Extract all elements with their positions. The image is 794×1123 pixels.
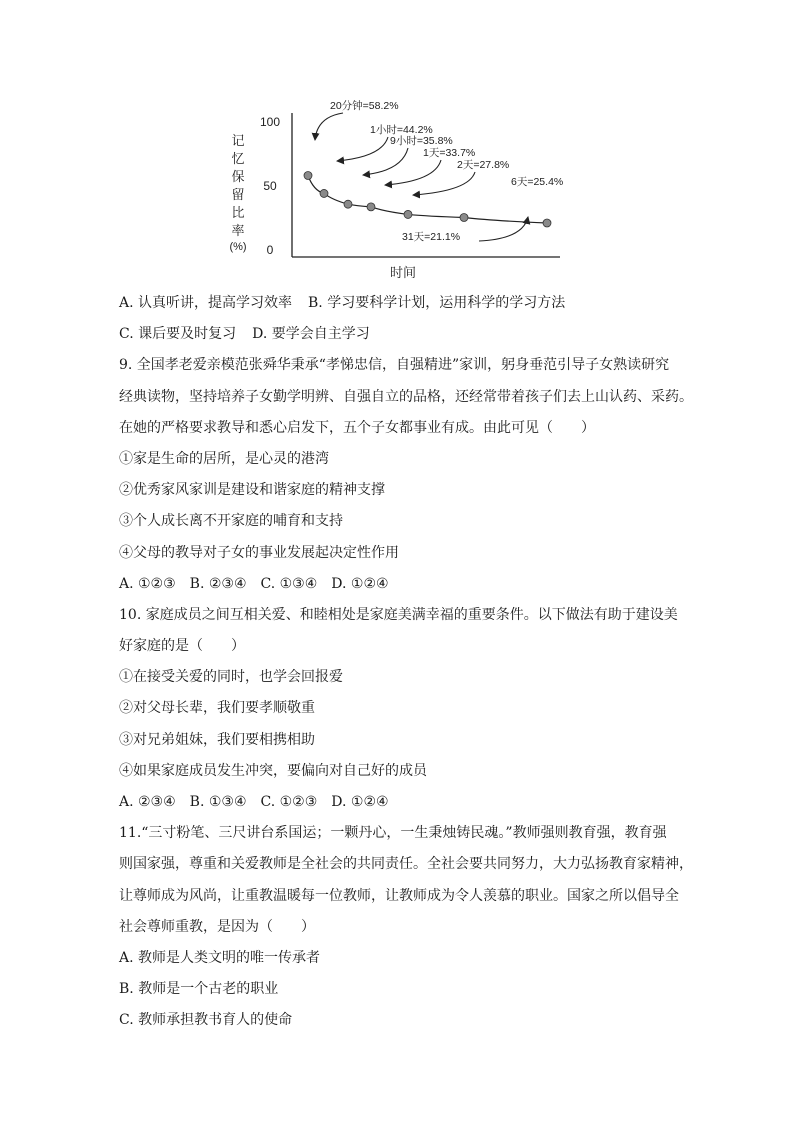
data-point	[460, 213, 468, 221]
q10-option-d[interactable]: D. ①②④	[331, 794, 389, 810]
y-tick-labels	[260, 115, 280, 257]
q10-item: ③对兄弟姐妹，我们要相携相助	[119, 731, 315, 748]
y-label-char: 率	[231, 223, 245, 238]
q11-option-b[interactable]: B. 教师是一个古老的职业	[119, 981, 279, 998]
q9-item: ②优秀家风家训是建设和谐家庭的精神支撑	[119, 482, 385, 499]
annotation-arrow	[385, 160, 441, 185]
data-label: 1小时=44.2%	[370, 124, 433, 136]
q9-item: ④父母的教导对子女的事业发展起决定性作用	[119, 544, 399, 561]
q8-options-row1	[119, 288, 679, 319]
y-tick-label: 0	[266, 243, 274, 257]
data-point	[304, 172, 312, 180]
annotation-arrow	[337, 137, 388, 161]
q10-stem-line: 10. 家庭成员之间互相关爱、和睦相处是家庭美满幸福的重要条件。以下做法有助于建设美	[119, 606, 678, 623]
q10-item: ①在接受关爱的同时，也学会回报爱	[119, 669, 343, 686]
annotation-arrow	[363, 148, 408, 175]
y-axis-label	[229, 133, 246, 253]
y-label-char: (%)	[229, 241, 247, 253]
q9-stem-line: 在她的严格要求教导和悉心启发下，五个子女都事业有成。由此可见（ ）	[119, 419, 595, 436]
data-point	[404, 210, 412, 218]
q9-option-c[interactable]: C. ①③④	[260, 575, 318, 592]
data-point	[344, 200, 352, 208]
q8-option-a[interactable]: A. 认真听讲，提高学习效率	[119, 295, 293, 311]
q9-item: ③个人成长离不开家庭的哺育和支持	[119, 513, 343, 530]
y-tick-label: 100	[259, 115, 281, 129]
y-label-char: 记	[231, 133, 245, 148]
data-label: 9小时=35.8%	[390, 135, 453, 147]
data-label: 1天=33.7%	[423, 147, 476, 159]
q10-option-c[interactable]: C. ①②③	[260, 794, 318, 810]
question-content	[119, 288, 693, 1037]
q10-option-b[interactable]: B. ①③④	[189, 794, 247, 810]
y-label-char: 留	[231, 187, 245, 202]
q11-option-c[interactable]: C. 教师承担教书育人的使命	[119, 1012, 293, 1029]
y-tick-label: 50	[263, 179, 277, 193]
q9-option-d[interactable]: D. ①②④	[331, 575, 389, 592]
q10-stem-line: 好家庭的是（ ）	[119, 638, 245, 655]
q10-options	[119, 787, 679, 818]
annotation-arrow	[413, 172, 475, 195]
q9-option-b[interactable]: B. ②③④	[189, 575, 247, 592]
data-label: 2天=27.8%	[457, 159, 510, 171]
y-label-char: 忆	[231, 151, 245, 166]
q9-option-a[interactable]: A. ①②③	[119, 575, 176, 592]
q9-stem-line: 经典读物，坚持培养子女勤学明辨、自强自立的品格，还经常带着孩子们去上山认药、采药。	[119, 388, 693, 405]
y-label-char: 比	[231, 205, 245, 220]
data-point	[367, 203, 375, 211]
q11-stem-line: 则国家强，尊重和关爱教师是全社会的共同责任。全社会要共同努力，大力弘扬教育家精神，	[119, 856, 693, 873]
y-label-char: 保	[231, 169, 245, 184]
data-label: 20分钟=58.2%	[330, 100, 399, 112]
q8-option-c[interactable]: C. 课后要及时复习	[119, 326, 237, 343]
data-label: 31天=21.1%	[402, 231, 461, 243]
data-label: 6天=25.4%	[511, 176, 564, 188]
data-point	[543, 219, 551, 227]
q11-stem-line: 让尊师成为风尚，让重教温暖每一位教师，让教师成为令人羡慕的职业。国家之所以倡导全	[119, 887, 679, 904]
q9-stem-line: 9. 全国孝老爱亲模范张舜华秉承“孝悌忠信，自强精进”家训，躬身垂范引导子女熟读研究	[119, 357, 670, 374]
q9-options	[119, 569, 679, 600]
q9-item: ①家是生命的居所，是心灵的港湾	[119, 450, 329, 467]
forgetting-curve-chart	[225, 95, 585, 285]
q8-option-b[interactable]: B. 学习要科学计划，运用科学的学习方法	[308, 295, 566, 311]
q11-stem-line: 11.“三寸粉笔、三尺讲台系国运；一颗丹心，一生秉烛铸民魂。”教师强则教育强，教育强	[119, 825, 667, 842]
q11-option-a[interactable]: A. 教师是人类文明的唯一传承者	[119, 949, 321, 966]
q10-option-a[interactable]: A. ②③④	[119, 794, 176, 810]
q10-item: ④如果家庭成员发生冲突，要偏向对自己好的成员	[119, 762, 427, 779]
x-axis-label: 时间	[389, 265, 417, 280]
q8-options-row2	[119, 319, 679, 350]
q10-item: ②对父母长辈，我们要孝顺敬重	[119, 700, 315, 717]
data-point	[320, 189, 328, 197]
q11-stem-line: 社会尊师重教，是因为（ ）	[119, 918, 315, 935]
q8-option-d[interactable]: D. 要学会自主学习	[252, 326, 370, 343]
annotation-arrow	[315, 113, 343, 140]
